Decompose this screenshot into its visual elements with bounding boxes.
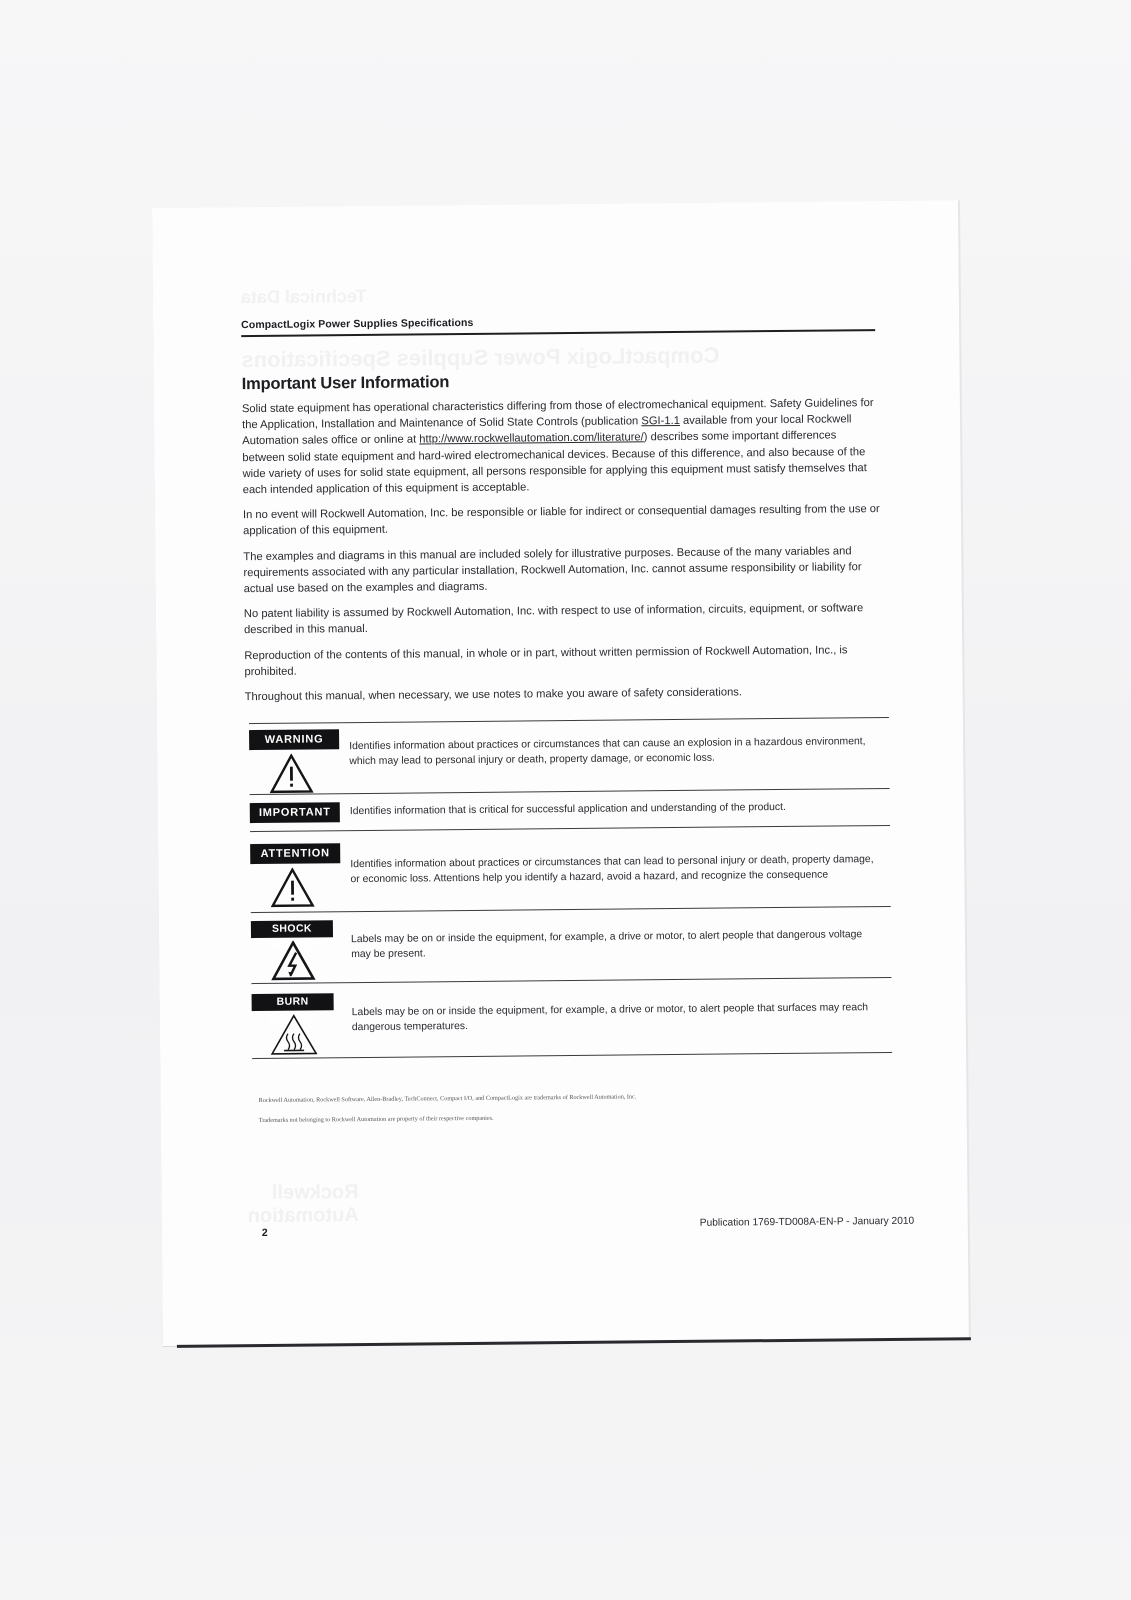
literature-url-link[interactable]: http://www.rockwellautomation.com/literature/ <box>419 431 644 446</box>
bleed-through-title: CompactLogix Power Supplies Specifications <box>241 342 720 373</box>
heat-triangle-icon <box>270 1013 318 1055</box>
burn-hazard-text: Labels may be on or inside the equipment, for example, a drive or motor, to alert people that surfaces may reach dangerous temperatures. <box>351 1002 869 1034</box>
attention-badge: ATTENTION <box>250 843 340 864</box>
paragraph-6: Throughout this manual, when necessary, we use notes to make you aware of safety considerations. <box>244 686 743 704</box>
notice-shock-hazard <box>251 907 892 983</box>
publication-id: Publication 1769-TD008A-EN-P - January 2010 <box>699 1215 915 1229</box>
important-badge: IMPORTANT <box>250 802 340 823</box>
trademark-line-2: Trademarks not belonging to Rockwell Automation are property of their respective companies. <box>258 1114 494 1125</box>
warning-text: Identifies information about practices or circumstances that can cause an explosion in a hazardous environment, which may lead to personal injury or death, property damage, or economic loss. <box>349 736 866 768</box>
section-title: Important User Information <box>241 373 450 394</box>
notice-attention <box>250 826 891 912</box>
document-page <box>152 200 969 1346</box>
notice-warning <box>249 718 890 794</box>
running-header: CompactLogix Power Supplies Specifications <box>241 316 474 332</box>
lightning-triangle-icon <box>271 940 315 980</box>
safety-notice-table <box>249 717 892 1059</box>
paragraph-2: In no event will Rockwell Automation, Inc. be responsible or liable for indirect or consequential damages resulting from the use or application of this equipment. <box>242 503 880 538</box>
important-text: Identifies information that is critical for successful application and understanding of the product. <box>349 801 786 818</box>
warning-triangle-icon <box>269 753 313 793</box>
trademark-line-1: Rockwell Automation, Rockwell Software, Allen-Bradley, TechConnect, Compact I/O, and CompactLogix are trademarks of Rockwell Automation, Inc. <box>258 1093 637 1105</box>
notice-important <box>250 789 890 831</box>
page-number: 2 <box>261 1226 268 1239</box>
publication-link[interactable]: SGI-1.1 <box>641 415 680 428</box>
warning-triangle-icon <box>270 867 314 907</box>
paragraph-5: Reproduction of the contents of this manual, in whole or in part, without written permission of Rockwell Automation, Inc., is prohibited. <box>244 643 848 678</box>
paragraph-1: Solid state equipment has operational characteristics differing from those of electromechanical equipment. Safety Guidelines for the Application, Installation and Maintenance of Solid State Controls (publication SGI-1.1 available from your local Rockwell Automation sales office or online at http://www.rockwellautomation.com/literature/) describes some important differences between solid state equipment and hard-wired electromechanical devices. Because of this difference, and also because of the wide variety of uses for solid state equipment, all persons responsible for applying this equipment must satisfy themselves that each intended application of this equipment is acceptable. <box>241 397 874 497</box>
burn-hazard-badge: BURN HAZARD <box>252 993 334 1011</box>
shock-hazard-text: Labels may be on or inside the equipment, for example, a drive or motor, to alert people that dangerous voltage may be present. <box>350 929 863 961</box>
paragraph-4: No patent liability is assumed by Rockwell Automation, Inc. with respect to use of information, circuits, equipment, or software described in this manual. <box>243 602 864 637</box>
header-rule <box>241 329 875 337</box>
paragraph-3: The examples and diagrams in this manual are included solely for illustrative purposes. Because of the many variables and requirements associated with any particular installation, Rockwell Automation, Inc. cannot assume responsibility or liability for actual use based on the examples and diagrams. <box>243 544 862 596</box>
bleed-through-header: Technical Data <box>240 285 367 308</box>
body-text <box>242 395 883 714</box>
attention-text: Identifies information about practices or circumstances that can lead to personal injury or death, property damage, or economic loss. Attentions help you identify a hazard, avoid a hazard, and recognize the consequence <box>350 854 874 886</box>
shock-hazard-badge: SHOCK HAZARD <box>251 920 333 938</box>
bleed-through-logo: Rockwell Automation <box>247 1181 359 1228</box>
warning-badge: WARNING <box>249 729 339 750</box>
notice-burn-hazard <box>251 978 892 1058</box>
